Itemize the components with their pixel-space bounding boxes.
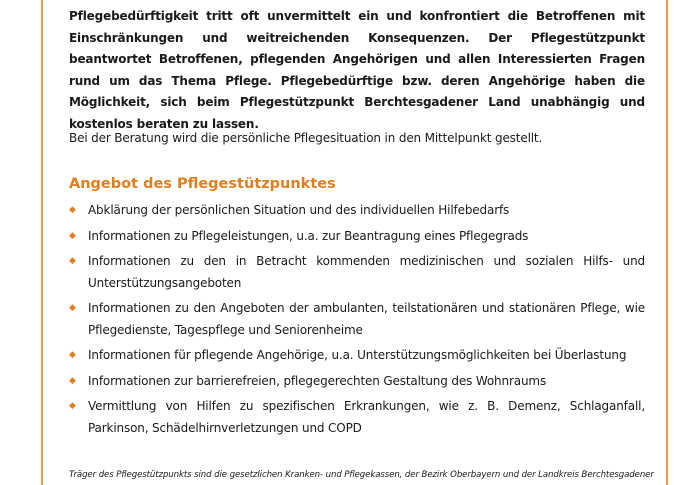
diamond-bullet-icon: ◆ [69,256,76,266]
offer-item-text: Informationen zur barrierefreien, pflegegerechten Gestaltung des Wohnraums [88,373,547,388]
diamond-bullet-icon: ◆ [69,230,76,241]
sponsor-footnote: Träger des Pflegestützpunkts sind die gesetzlichen Kranken- und Pflegekassen, der Bezirk Oberbayern und der Landkreis Berchtesgadener [69,470,654,480]
offer-item-text: Abklärung der persönlichen Situation und des individuellen Hilfebedarfs [88,203,510,217]
offer-item [69,200,645,222]
diamond-bullet-icon: ◆ [69,303,76,313]
offer-item-text: Informationen zu den Angeboten der ambulanten, teilstationären und stationären Pflege, wie Pflegedienste, Tagespflege und Seniorenheime [88,301,645,337]
offer-item-text: Informationen zu den in Betracht kommenden medizinischen und sozialen Hilfs- und Unterstützungsangeboten [88,254,645,290]
offers-heading: Angebot des Pflegestützpunktes [69,176,336,192]
diamond-bullet-icon: ◆ [69,401,76,411]
left-margin-rule [41,0,43,485]
offer-item [69,396,645,439]
intro-paragraph: Pflegebedürftigkeit tritt oft unvermittelt ein und konfrontiert die Betroffenen mit Einschränkungen und weitreichenden Konsequenzen. Der Pflegestützpunkt beantwortet Betroffenen, pflegenden Angehörigen und allen Interessierten Fragen rund um das Thema Pflege. Pflegebedürftige bzw. deren Angehörige haben die Möglichkeit, sich beim Pflegestützpunkt Berchtesgadener Land unabhängig und kostenlos beraten zu lassen. [69,9,645,131]
offer-item [69,226,645,248]
offer-item-text: Informationen zu Pflegeleistungen, u.a. zur Beantragung eines Pflegegrads [88,228,529,243]
offer-item [69,298,645,341]
offer-item [69,345,645,367]
offer-item [69,371,645,393]
diamond-bullet-icon: ◆ [69,205,76,215]
diamond-bullet-icon: ◆ [69,375,76,386]
offer-item [69,251,645,294]
consultation-note: Bei der Beratung wird die persönliche Pflegesituation in den Mittelpunkt gestellt. [69,131,543,145]
offers-list [69,200,645,443]
offer-item-text: Vermittlung von Hilfen zu spezifischen Erkrankungen, wie z. B. Demenz, Schlaganfall, Parkinson, Schädelhirnverletzungen und COPD [88,399,645,435]
right-margin-rule [666,0,668,485]
diamond-bullet-icon: ◆ [69,350,76,360]
offer-item-text: Informationen für pflegende Angehörige, u.a. Unterstützungsmöglichkeiten bei Überlastung [88,348,627,362]
